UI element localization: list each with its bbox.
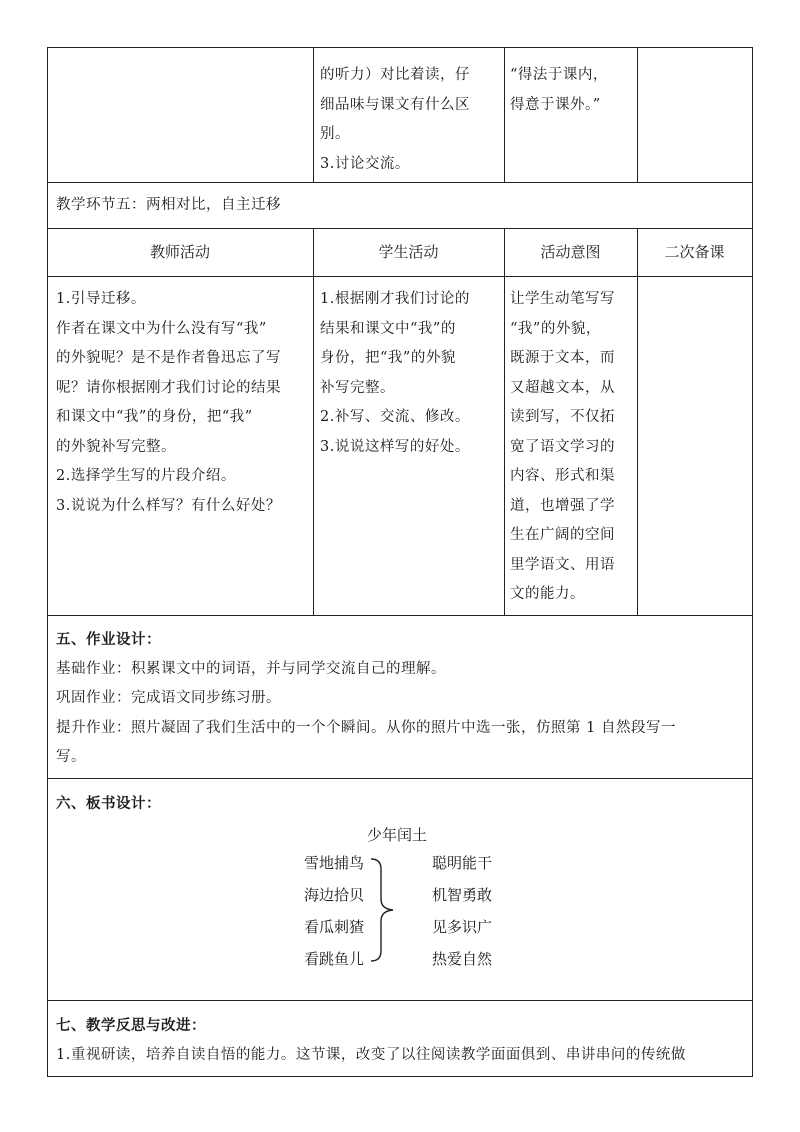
board-title xyxy=(56,789,161,819)
teacher-activity-cell xyxy=(56,285,314,521)
text-line: 呢？请你根据刚才我们讨论的结果 xyxy=(56,379,281,396)
top-student-cell xyxy=(320,61,505,179)
row-divider xyxy=(47,182,753,183)
lesson-plan-table xyxy=(47,47,753,1077)
text-line: 提升作业：照片凝固了我们生活中的一个个瞬间。从你的照片中选一张，仿照第 1 自然段写一 xyxy=(56,719,676,736)
text-line: 细品味与课文有什么区 xyxy=(320,96,470,113)
table-border-bottom xyxy=(47,1076,753,1077)
header-second-prep: 二次备课 xyxy=(664,243,725,261)
student-activity-cell xyxy=(320,285,505,462)
board-left-item: 看跳鱼儿 xyxy=(304,950,365,968)
header-student-activity: 学生活动 xyxy=(378,243,439,261)
text-line: 的外貌补写完整。 xyxy=(56,438,176,455)
text-line: 宽了语文学习的 xyxy=(510,438,615,455)
text-line: 又超越文本，从 xyxy=(510,379,615,396)
column-divider xyxy=(313,47,314,183)
board-right-item: 见多识广 xyxy=(432,918,493,936)
text-line: 3.说说这样写的好处。 xyxy=(320,438,470,455)
text-line: “得法于课内， xyxy=(510,67,608,83)
board-right-item: 热爱自然 xyxy=(432,950,493,968)
text-line: 得意于课外。” xyxy=(510,96,601,113)
text-line: 1.根据刚才我们讨论的 xyxy=(320,291,470,307)
text-line: “我”的外貌， xyxy=(510,320,601,337)
table-border-top xyxy=(47,47,753,48)
board-right-item: 聪明能干 xyxy=(432,854,493,872)
text-line: 3.讨论交流。 xyxy=(320,155,410,172)
text-line: 让学生动笔写写 xyxy=(510,291,615,307)
text-line: 2.补写、交流、修改。 xyxy=(320,409,470,425)
text-line: 既源于文本，而 xyxy=(510,350,615,366)
text-line: 道，也增强了学 xyxy=(510,497,615,514)
text-line: 补写完整。 xyxy=(320,379,395,396)
reflection-title: 七、教学反思与改进： xyxy=(56,1017,206,1034)
homework-section xyxy=(56,625,748,773)
row-divider xyxy=(47,276,753,277)
top-intent-cell xyxy=(510,61,638,120)
text-line: 身份，把“我”的外貌 xyxy=(320,350,456,366)
text-line: 生在广阔的空间 xyxy=(510,527,615,543)
homework-title: 五、作业设计： xyxy=(56,631,161,648)
text-line: 3.说说为什么样写？有什么好处？ xyxy=(56,497,281,514)
curly-brace-icon xyxy=(369,855,409,965)
board-left-item: 海边拾贝 xyxy=(304,886,365,904)
text-line: 作者在课文中为什么没有写“我” xyxy=(56,320,267,337)
text-line: 内容、形式和渠 xyxy=(510,468,615,484)
table-border-right xyxy=(752,47,753,1077)
text-line: 的听力）对比着读，仔 xyxy=(320,67,470,83)
board-heading: 少年闰土 xyxy=(367,826,428,844)
row-divider xyxy=(47,1000,753,1001)
header-teacher-activity: 教师活动 xyxy=(149,243,210,261)
section-title: 教学环节五：两相对比，自主迁移 xyxy=(56,197,281,213)
text-line: 结果和课文中“我”的 xyxy=(320,320,456,337)
text-line: 读到写，不仅拓 xyxy=(510,409,615,425)
text-line: 2.选择学生写的片段介绍。 xyxy=(56,468,236,484)
text-line: 里学语文、用语 xyxy=(510,556,615,573)
board-left-item: 雪地捕鸟 xyxy=(304,854,365,872)
table-border-left xyxy=(47,47,48,1077)
row-divider xyxy=(47,778,753,779)
board-right-item: 机智勇敢 xyxy=(432,886,493,904)
header-activity-intent: 活动意图 xyxy=(540,243,601,261)
text-line: 巩固作业：完成语文同步练习册。 xyxy=(56,690,281,706)
text-line: 写。 xyxy=(56,749,86,765)
text-line: 1.引导迁移。 xyxy=(56,291,146,307)
text-line: 文的能力。 xyxy=(510,586,585,602)
row-divider xyxy=(47,615,753,616)
text-line: 1.重视研读，培养自读自悟的能力。这节课，改变了以往阅读教学面面俱到、串讲串问的传统做 xyxy=(56,1046,686,1063)
text-line: 的外貌呢？是不是作者鲁迅忘了写 xyxy=(56,350,281,366)
activity-intent-cell xyxy=(510,285,638,610)
board-title-text: 六、板书设计： xyxy=(56,795,161,812)
text-line: 基础作业：积累课文中的词语，并与同学交流自己的理解。 xyxy=(56,660,446,677)
board-left-item: 看瓜刺猹 xyxy=(304,918,365,936)
text-line: 和课文中“我”的身份，把“我” xyxy=(56,409,253,425)
row-divider xyxy=(47,228,753,229)
text-line: 别。 xyxy=(320,126,350,142)
reflection-section xyxy=(56,1011,750,1070)
